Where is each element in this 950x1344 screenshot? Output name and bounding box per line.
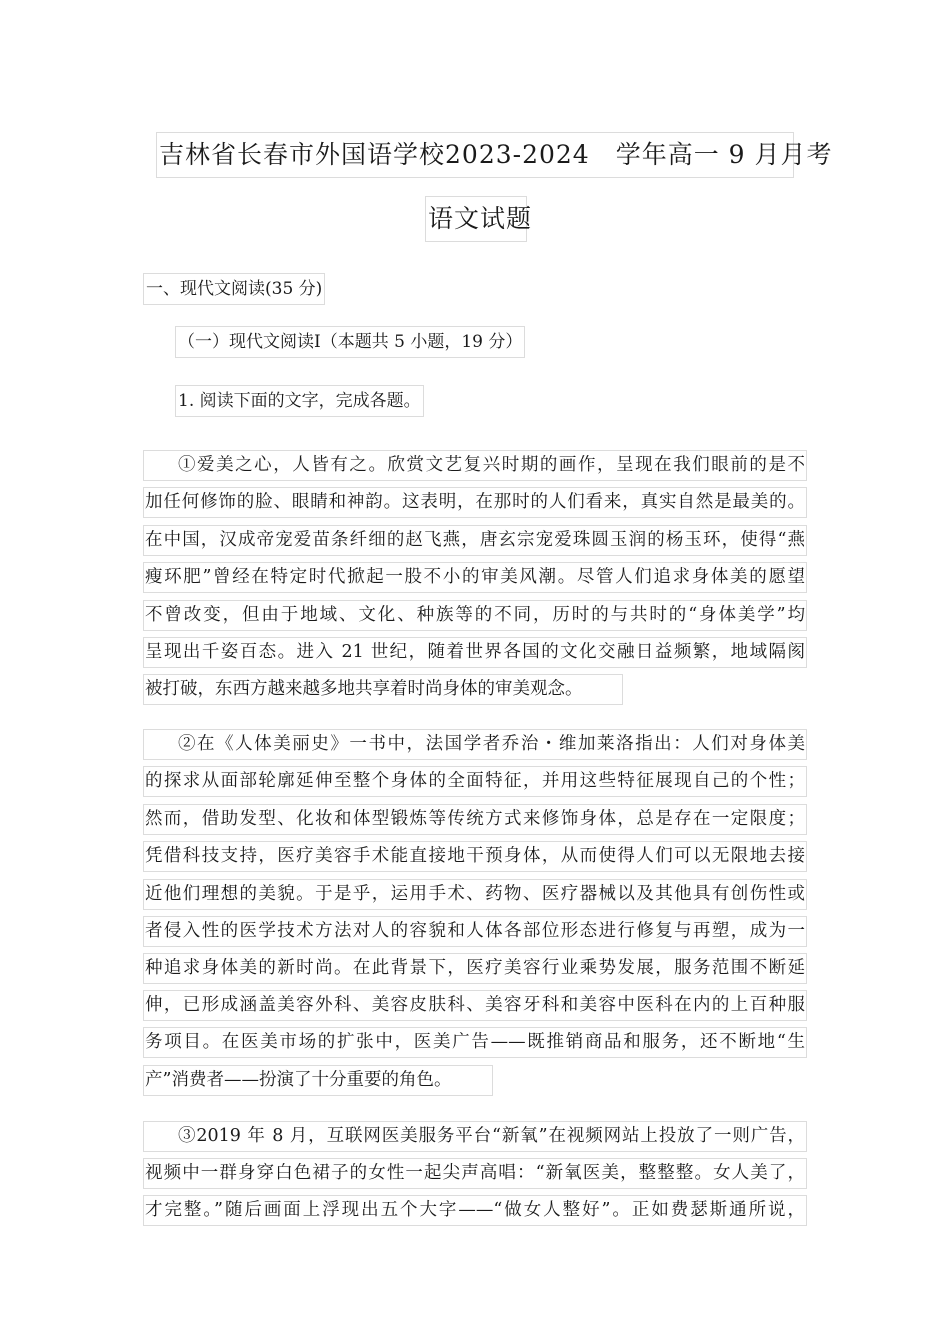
exam-title-line-1: 吉林省长春市外国语学校2023-2024 学年高一 9 月月考 (156, 132, 794, 178)
paragraph-line: 瘦环肥”曾经在特定时代掀起一股不小的审美风潮。尽管人们追求身体美的愿望 (143, 562, 807, 593)
paragraph-line: ①爱美之心，人皆有之。欣赏文艺复兴时期的画作，呈现在我们眼前的是不 (143, 450, 807, 481)
paragraph-line: 的探求从面部轮廓延伸至整个身体的全面特征，并用这些特征展现自己的个性； (143, 766, 807, 797)
exam-title-line-2: 语文试题 (425, 196, 527, 242)
paragraph-line: 加任何修饰的脸、眼睛和神韵。这表明，在那时的人们看来，真实自然是最美的。 (143, 487, 807, 518)
subsection-heading: （一）现代文阅读Ⅰ（本题共 5 小题，19 分） (175, 326, 525, 358)
paragraph-line: 凭借科技支持，医疗美容手术能直接地干预身体，从而使得人们可以无限地去接 (143, 841, 807, 872)
paragraph-line: 伸，已形成涵盖美容外科、美容皮肤科、美容牙科和美容中医科在内的上百种服 (143, 990, 807, 1021)
question-instruction: 1. 阅读下面的文字，完成各题。 (175, 385, 424, 417)
paragraph-line: 呈现出千姿百态。进入 21 世纪，随着世界各国的文化交融日益频繁，地域隔阂 (143, 637, 807, 668)
section-heading: 一、现代文阅读(35 分) (143, 273, 325, 305)
paragraph-line: ②在《人体美丽史》一书中，法国学者乔治・维加莱洛指出：人们对身体美 (143, 729, 807, 760)
paragraph-line: 在中国，汉成帝宠爱苗条纤细的赵飞燕，唐玄宗宠爱珠圆玉润的杨玉环，使得“燕 (143, 525, 807, 556)
paragraph-line: ③2019 年 8 月，互联网医美服务平台“新氧”在视频网站上投放了一则广告， (143, 1121, 807, 1152)
paragraph-line: 才完整。”随后画面上浮现出五个大字——“做女人整好”。正如费瑟斯通所说， (143, 1195, 807, 1226)
paragraph-line: 不曾改变，但由于地域、文化、种族等的不同，历时的与共时的“身体美学”均 (143, 600, 807, 631)
paragraph-line: 务项目。在医美市场的扩张中，医美广告——既推销商品和服务，还不断地“生 (143, 1027, 807, 1058)
paragraph-line: 被打破，东西方越来越多地共享着时尚身体的审美观念。 (143, 674, 623, 705)
paragraph-line: 近他们理想的美貌。于是乎，运用手术、药物、医疗器械以及其他具有创伤性或 (143, 879, 807, 910)
paragraph-line: 产”消费者——扮演了十分重要的角色。 (143, 1065, 493, 1096)
paragraph-line: 者侵入性的医学技术方法对人的容貌和人体各部位形态进行修复与再塑，成为一 (143, 916, 807, 947)
paragraph-line: 视频中一群身穿白色裙子的女性一起尖声高唱：“新氧医美，整整整。女人美了， (143, 1158, 807, 1189)
paragraph-line: 种追求身体美的新时尚。在此背景下，医疗美容行业乘势发展，服务范围不断延 (143, 953, 807, 984)
paragraph-line: 然而，借助发型、化妆和体型锻炼等传统方式来修饰身体，总是存在一定限度； (143, 804, 807, 835)
